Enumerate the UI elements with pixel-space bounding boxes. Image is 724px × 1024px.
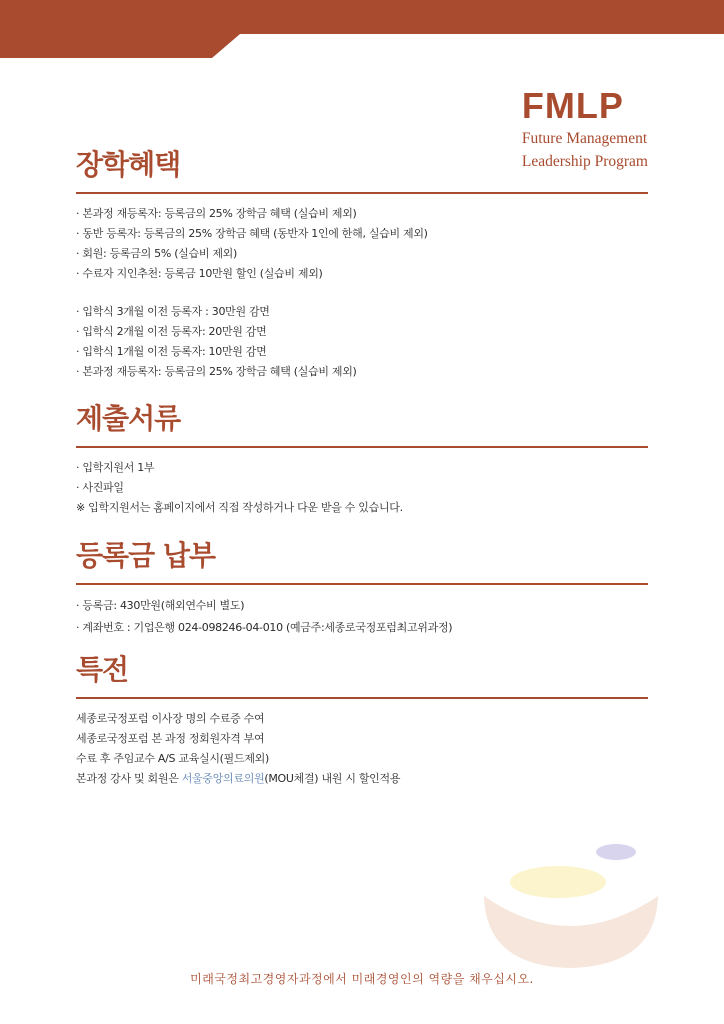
decorative-bowl-illustration <box>470 830 670 980</box>
list-item: 세종로국정포럼 이사장 명의 수료증 수여 <box>76 711 265 725</box>
purple-ellipse <box>596 844 636 860</box>
brand-logo: FMLP <box>521 85 624 126</box>
bowl-shape <box>484 896 658 968</box>
scholarship-divider <box>76 192 648 194</box>
list-item: · 사진파일 <box>76 480 124 494</box>
list-item <box>76 769 648 789</box>
list-item: ※ 입학지원서는 홈페이지에서 직접 작성하거나 다운 받을 수 있습니다. <box>76 500 403 514</box>
perk-prefix: 본과정 강사 및 회원은 <box>76 771 182 785</box>
yellow-ellipse <box>510 866 606 898</box>
perk-suffix: (MOU체결) 내원 시 할인적용 <box>264 771 401 785</box>
documents-heading: 제출서류 <box>76 402 181 435</box>
list-item: 세종로국정포럼 본 과정 정회원자격 부여 <box>76 731 265 745</box>
payment-divider <box>76 583 648 585</box>
list-item: · 본과정 재등록자: 등록금의 25% 장학금 혜택 (실습비 제외) <box>76 364 357 378</box>
list-item: · 입학식 2개월 이전 등록자: 20만원 감면 <box>76 324 267 338</box>
list-item: · 계좌번호 : 기업은행 024-098246-04-010 (예금주:세종로국정포럼최고위과정) <box>76 620 453 634</box>
scholarship-list-1 <box>76 204 648 284</box>
top-banner <box>0 0 724 60</box>
top-banner-shape <box>0 0 724 58</box>
list-item: · 입학식 3개월 이전 등록자 : 30만원 감면 <box>76 304 270 318</box>
list-item: · 입학식 1개월 이전 등록자: 10만원 감면 <box>76 344 267 358</box>
scholarship-list-2 <box>76 302 648 382</box>
documents-list <box>76 458 648 518</box>
scholarship-section <box>76 146 648 382</box>
perks-list <box>76 709 648 789</box>
list-item: · 수료자 지인추천: 등록금 10만원 할인 (실습비 제외) <box>76 266 323 280</box>
list-item: · 입학지원서 1부 <box>76 460 155 474</box>
documents-section <box>76 400 648 518</box>
documents-divider <box>76 446 648 448</box>
payment-section <box>76 537 648 639</box>
brand-subtitle-line2: Leadership Program <box>521 153 648 170</box>
perks-divider <box>76 697 648 699</box>
perks-heading: 특전 <box>76 653 129 686</box>
scholarship-heading: 장학혜택 <box>76 148 181 181</box>
clinic-link[interactable]: 서울중앙의료의원 <box>181 771 265 785</box>
footer-slogan: 미래국정최고경영자과정에서 미래경영인의 역량을 채우십시오. <box>190 972 534 986</box>
payment-list <box>76 595 648 639</box>
brand-subtitle-line1: Future Management <box>521 130 648 147</box>
list-item: · 등록금: 430만원(해외연수비 별도) <box>76 598 245 612</box>
perks-section <box>76 651 648 789</box>
list-item: · 회원: 등록금의 5% (실습비 제외) <box>76 246 238 260</box>
list-item: · 동반 등록자: 등록금의 25% 장학금 혜택 (동반자 1인에 한해, 실습비 제외) <box>76 226 428 240</box>
list-item: · 본과정 재등록자: 등록금의 25% 장학금 혜택 (실습비 제외) <box>76 206 357 220</box>
payment-heading: 등록금 납부 <box>76 539 215 572</box>
list-item: 수료 후 주임교수 A/S 교육실시(필드제외) <box>76 751 269 765</box>
